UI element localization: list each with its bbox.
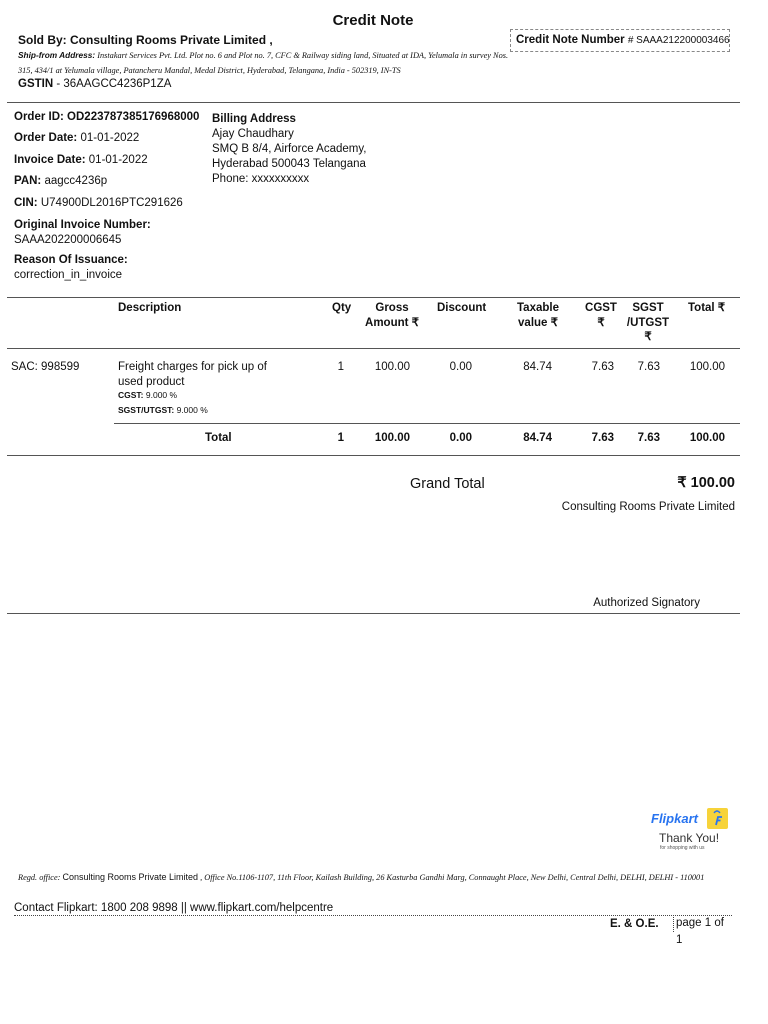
divider: [7, 102, 740, 103]
original-invoice-label: Original Invoice Number:: [14, 219, 151, 231]
row-description-line-1: Freight charges for pick up of: [118, 361, 267, 373]
totals-gross: 100.00: [374, 432, 410, 444]
row-sac: SAC: 998599: [11, 361, 80, 373]
thank-you-text: Thank You!: [659, 831, 720, 845]
col-sgst: [623, 301, 673, 345]
totals-label: Total: [205, 432, 232, 444]
flipkart-logo: Flipkart: [651, 811, 698, 826]
billing-address-label: Billing Address: [212, 113, 296, 125]
page-number: page 1 of 1: [673, 915, 731, 932]
col-discount: Discount: [437, 302, 487, 314]
row-sgst-rate-value: 9.000 %: [176, 405, 208, 415]
contact-info: Contact Flipkart: 1800 208 9898 || www.flipkart.com/helpcentre: [14, 902, 334, 914]
signature-divider: [7, 613, 740, 614]
credit-note-label: Credit Note Number: [516, 34, 625, 46]
footer-divider: [14, 915, 732, 916]
grand-total-label: Grand Total: [410, 476, 485, 492]
gstin-value: - 36AAGCC4236P1ZA: [56, 78, 172, 90]
authorized-signatory: Authorized Signatory: [593, 597, 700, 609]
row-cgst-rate: [118, 390, 177, 400]
row-gross: 100.00: [374, 361, 410, 373]
row-cgst-rate-value: 9.000 %: [145, 390, 178, 400]
col-gross-line-2: Amount ₹: [365, 316, 419, 329]
order-id-value: OD223787385176968000: [67, 111, 200, 123]
col-sgst-line-3: ₹: [644, 331, 652, 343]
ship-from-text: Instakart Services Pvt. Ltd. Plot no. 6 and Plot no. 7, CFC & Railway siding land, Situated at IDA, Yelumala in survey Nos. 315, 434/1 at Yelumala village, Patancheru Mandal, Medal District, Hyderabad, Telangana, India - 502319, IN-TS: [18, 51, 509, 75]
reason-of-issuance: [14, 253, 128, 283]
col-cgst-line-1: CGST: [585, 302, 617, 314]
gstin-label: GSTIN: [18, 78, 54, 90]
billing-address: [212, 112, 366, 187]
credit-note-number-box: [510, 29, 730, 52]
col-taxable-line-2: value ₹: [518, 316, 558, 329]
eoe-notice: E. & O.E.: [610, 918, 659, 930]
col-cgst-line-2: ₹: [597, 316, 605, 329]
totals-cgst: 7.63: [591, 432, 614, 444]
seller-gstin: [18, 78, 171, 90]
row-taxable: 84.74: [523, 361, 552, 373]
reason-value: correction_in_invoice: [14, 269, 123, 281]
totals-qty: 1: [337, 432, 344, 444]
sold-by: [18, 33, 273, 47]
row-qty: 1: [337, 361, 344, 373]
table-header-border: [7, 348, 740, 349]
original-invoice: [14, 218, 151, 248]
cin-value: U74900DL2016PTC291626: [40, 197, 183, 209]
row-sgst: 7.63: [637, 361, 660, 373]
col-taxable-line-1: Taxable: [517, 302, 559, 314]
row-sgst-rate-label: SGST/UTGST:: [118, 405, 175, 415]
regd-company: Consulting Rooms Private Limited: [62, 872, 199, 882]
totals-taxable: 84.74: [523, 432, 552, 444]
col-qty: Qty: [332, 302, 352, 314]
totals-total: 100.00: [689, 432, 725, 444]
order-date-label: Order Date:: [14, 132, 78, 144]
ship-from-label: Ship-from Address:: [18, 50, 96, 60]
thank-you-subtext: for shopping with us: [660, 845, 705, 851]
table-top-border: [7, 297, 740, 298]
col-sgst-line-1: SGST: [632, 302, 664, 314]
invoice-date-label: Invoice Date:: [14, 154, 86, 166]
order-date: [14, 131, 139, 146]
sold-by-label: Sold By:: [18, 33, 67, 47]
cin: [14, 196, 183, 211]
order-id-label: Order ID:: [14, 111, 64, 123]
col-description: Description: [118, 302, 182, 314]
invoice-date: [14, 153, 148, 168]
row-description: [118, 360, 267, 389]
ship-from-address: [18, 48, 513, 78]
order-id: [14, 110, 199, 125]
invoice-date-value: 01-01-2022: [88, 154, 148, 166]
billing-line-2: Hyderabad 500043 Telangana: [212, 158, 366, 170]
signing-company: Consulting Rooms Private Limited: [561, 501, 735, 513]
reason-label: Reason Of Issuance:: [14, 254, 128, 266]
row-description-line-2: used product: [118, 375, 185, 388]
row-cgst-rate-label: CGST:: [118, 390, 144, 400]
totals-discount: 0.00: [449, 432, 472, 444]
col-taxable: [508, 301, 568, 330]
billing-phone: Phone: xxxxxxxxxx: [212, 173, 310, 185]
col-cgst: [580, 301, 622, 330]
grand-total-value: ₹ 100.00: [677, 475, 735, 491]
col-gross: [360, 301, 424, 330]
seller-name: Consulting Rooms Private Limited ,: [70, 33, 273, 47]
order-date-value: 01-01-2022: [80, 132, 140, 144]
col-total: Total ₹: [688, 302, 726, 314]
original-invoice-value: SAAA202200006645: [14, 234, 122, 246]
col-sgst-line-2: /UTGST: [626, 316, 670, 329]
billing-name: Ajay Chaudhary: [212, 128, 294, 140]
row-discount: 0.00: [449, 361, 472, 373]
flipkart-bag-icon: [707, 808, 728, 829]
registered-office: [18, 869, 733, 886]
pan-value: aagcc4236p: [44, 175, 108, 187]
col-gross-line-1: Gross: [375, 302, 409, 314]
row-total: 100.00: [689, 361, 725, 373]
billing-line-1: SMQ B 8/4, Airforce Academy,: [212, 143, 367, 155]
cin-label: CIN:: [14, 197, 38, 209]
credit-note-number: # SAAA212200003466: [627, 35, 730, 46]
regd-label: Regd. office:: [18, 873, 61, 882]
row-sgst-rate: [118, 405, 208, 415]
table-bottom-border: [7, 455, 740, 456]
totals-border: [114, 423, 740, 424]
document-title: Credit Note: [332, 12, 414, 29]
regd-address: , Office No.1106-1107, 11th Floor, Kailash Building, 26 Kasturba Gandhi Marg, Connaught Place, New Delhi, Central Delhi, DELHI, DELHI - 110001: [200, 873, 705, 882]
pan: [14, 174, 107, 189]
totals-sgst: 7.63: [637, 432, 660, 444]
pan-label: PAN:: [14, 175, 42, 187]
row-cgst: 7.63: [591, 361, 614, 373]
